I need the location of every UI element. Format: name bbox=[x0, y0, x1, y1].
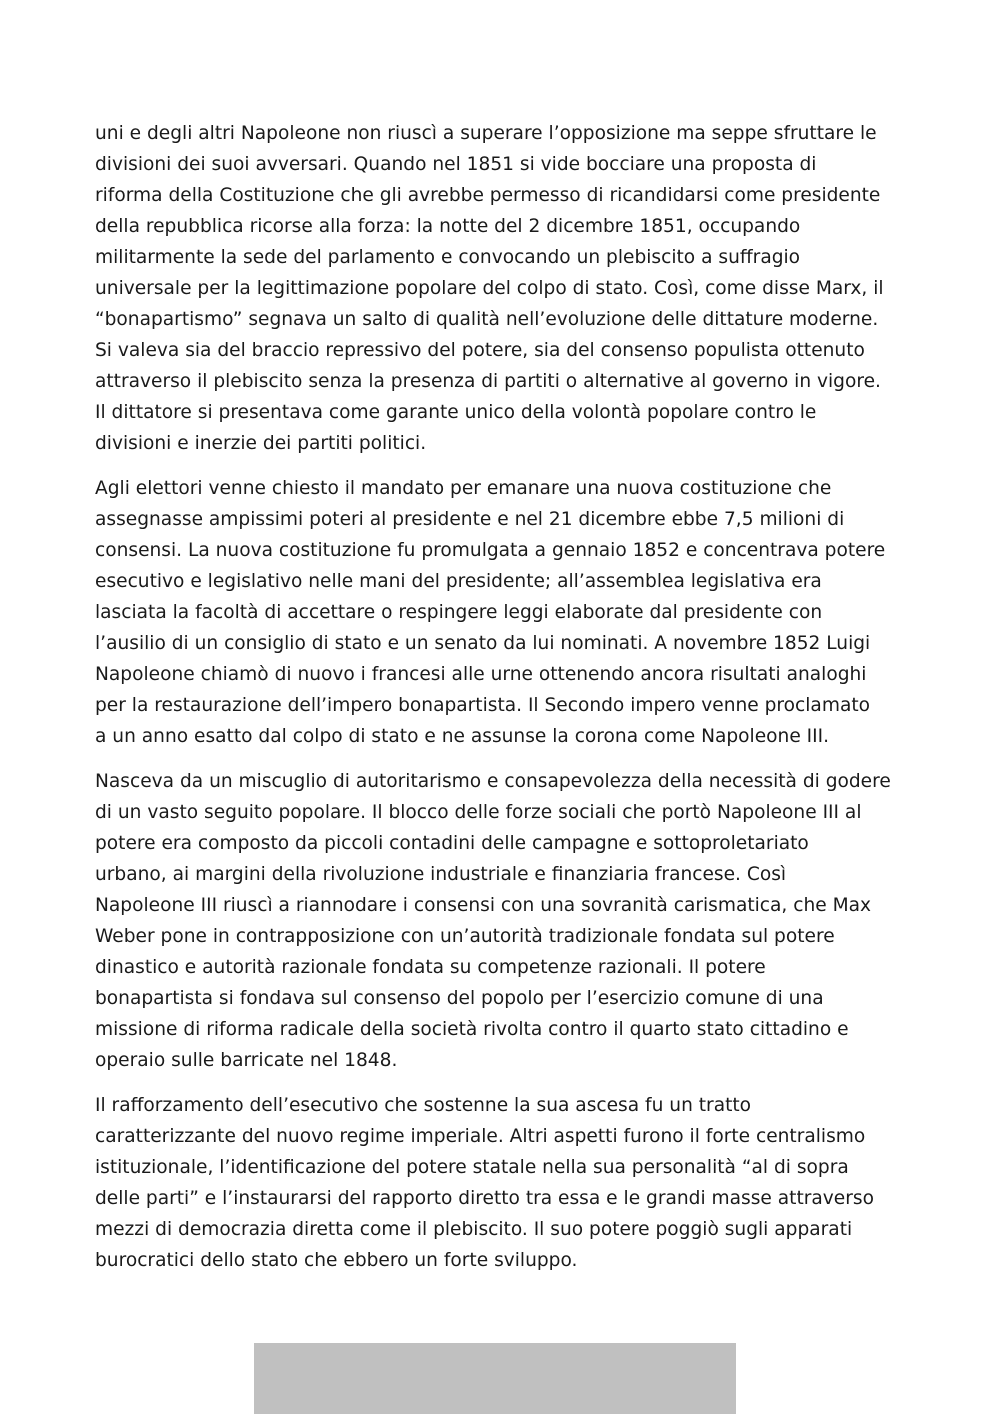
text-line: dinastico e autorità razionale fondata su competenze razionali. Il potere bbox=[95, 957, 766, 978]
document-body bbox=[95, 118, 907, 1290]
text-line: Weber pone in contrapposizione con un’autorità tradizionale fondata sul potere bbox=[95, 926, 835, 947]
paragraph-4 bbox=[95, 1090, 907, 1276]
text-line: universale per la legittimazione popolare del colpo di stato. Così, come disse Marx, il bbox=[95, 278, 884, 299]
text-line: caratterizzante del nuovo regime imperiale. Altri aspetti furono il forte centralismo bbox=[95, 1126, 866, 1147]
text-line: potere era composto da piccoli contadini delle campagne e sottoproletariato bbox=[95, 833, 809, 854]
text-line: Napoleone chiamò di nuovo i francesi alle urne ottenendo ancora risultati analoghi bbox=[95, 664, 867, 685]
footer-placeholder-bar bbox=[254, 1343, 736, 1414]
text-line: urbano, ai margini della rivoluzione industriale e finanziaria francese. Così bbox=[95, 864, 787, 885]
paragraph-2 bbox=[95, 473, 907, 752]
paragraph-3 bbox=[95, 766, 907, 1076]
text-line: l’ausilio di un consiglio di stato e un senato da lui nominati. A novembre 1852 Luigi bbox=[95, 633, 871, 654]
text-line: burocratici dello stato che ebbero un forte sviluppo. bbox=[95, 1250, 578, 1271]
text-line: istituzionale, l’identificazione del potere statale nella sua personalità “al di sopra bbox=[95, 1157, 849, 1178]
text-line: mezzi di democrazia diretta come il plebiscito. Il suo potere poggiò sugli apparati bbox=[95, 1219, 853, 1240]
text-line: assegnasse ampissimi poteri al presidente e nel 21 dicembre ebbe 7,5 milioni di bbox=[95, 509, 845, 530]
text-line: Si valeva sia del braccio repressivo del potere, sia del consenso populista ottenuto bbox=[95, 340, 865, 361]
text-line: a un anno esatto dal colpo di stato e ne assunse la corona come Napoleone III. bbox=[95, 726, 830, 747]
text-line: divisioni dei suoi avversari. Quando nel 1851 si vide bocciare una proposta di bbox=[95, 154, 817, 175]
text-line: lasciata la facoltà di accettare o respingere leggi elaborate dal presidente con bbox=[95, 602, 823, 623]
text-line: Napoleone III riuscì a riannodare i consensi con una sovranità carismatica, che Max bbox=[95, 895, 872, 916]
text-line: consensi. La nuova costituzione fu promulgata a gennaio 1852 e concentrava potere bbox=[95, 540, 886, 561]
text-line: delle parti” e l’instaurarsi del rapporto diretto tra essa e le grandi masse attraverso bbox=[95, 1188, 874, 1209]
paragraph-1 bbox=[95, 118, 907, 459]
text-line: “bonapartismo” segnava un salto di qualità nell’evoluzione delle dittature moderne. bbox=[95, 309, 879, 330]
text-line: uni e degli altri Napoleone non riuscì a superare l’opposizione ma seppe sfruttare le bbox=[95, 123, 877, 144]
text-line: Nasceva da un miscuglio di autoritarismo e consapevolezza della necessità di godere bbox=[95, 771, 891, 792]
text-line: attraverso il plebiscito senza la presenza di partiti o alternative al governo in vigore. bbox=[95, 371, 881, 392]
text-line: Il dittatore si presentava come garante unico della volontà popolare contro le bbox=[95, 402, 817, 423]
text-line: militarmente la sede del parlamento e convocando un plebiscito a suffragio bbox=[95, 247, 801, 268]
text-line: missione di riforma radicale della società rivolta contro il quarto stato cittadino e bbox=[95, 1019, 849, 1040]
text-line: Agli elettori venne chiesto il mandato per emanare una nuova costituzione che bbox=[95, 478, 832, 499]
text-line: divisioni e inerzie dei partiti politici. bbox=[95, 433, 427, 454]
text-line: per la restaurazione dell’impero bonapartista. Il Secondo impero venne proclamato bbox=[95, 695, 870, 716]
text-line: esecutivo e legislativo nelle mani del presidente; all’assemblea legislativa era bbox=[95, 571, 822, 592]
text-line: della repubblica ricorse alla forza: la notte del 2 dicembre 1851, occupando bbox=[95, 216, 801, 237]
text-line: Il rafforzamento dell’esecutivo che sostenne la sua ascesa fu un tratto bbox=[95, 1095, 752, 1116]
text-line: operaio sulle barricate nel 1848. bbox=[95, 1050, 398, 1071]
text-line: riforma della Costituzione che gli avrebbe permesso di ricandidarsi come presidente bbox=[95, 185, 881, 206]
text-line: bonapartista si fondava sul consenso del popolo per l’esercizio comune di una bbox=[95, 988, 824, 1009]
text-line: di un vasto seguito popolare. Il blocco delle forze sociali che portò Napoleone III al bbox=[95, 802, 862, 823]
